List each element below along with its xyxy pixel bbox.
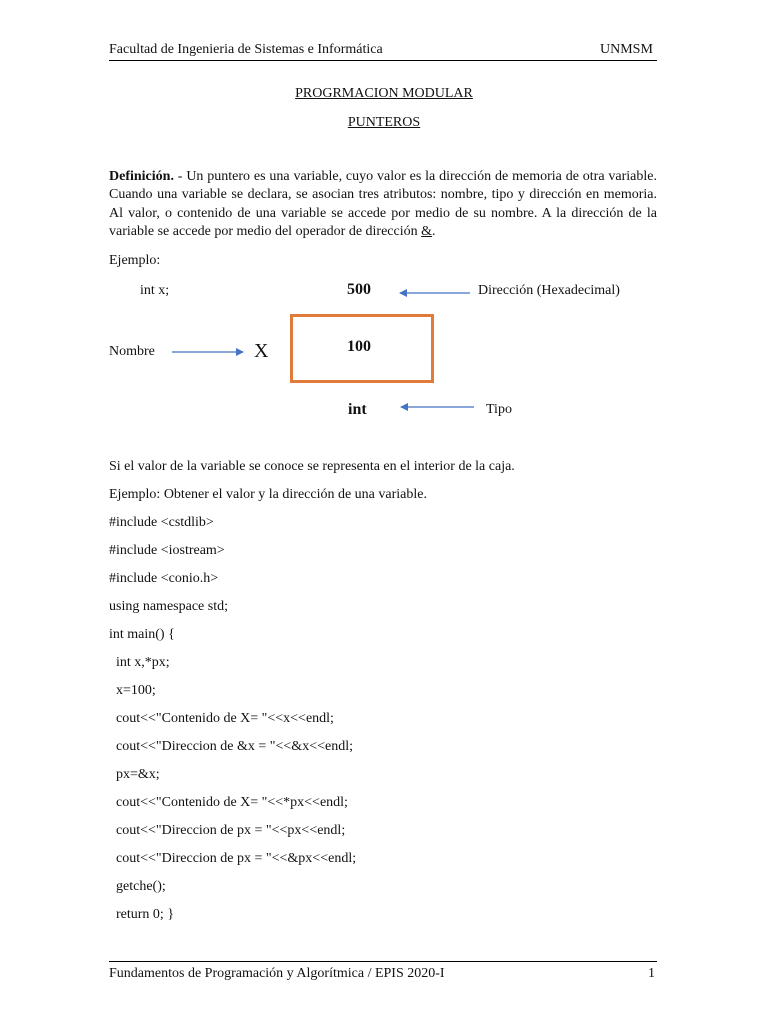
example-label: Ejemplo: xyxy=(109,253,161,268)
code-line: return 0; } xyxy=(109,907,175,922)
variable-name: X xyxy=(254,340,269,362)
page-number: 1 xyxy=(648,966,655,981)
code-line: using namespace std; xyxy=(109,599,228,614)
code-line: px=&x; xyxy=(109,767,160,782)
code-line: cout<<"Direccion de &x = "<<&x<<endl; xyxy=(109,739,353,754)
address-operator: & xyxy=(421,223,433,239)
footer-rule xyxy=(109,961,657,962)
code-line: cout<<"Direccion de px = "<<&px<<endl; xyxy=(109,851,357,866)
definition-end: . xyxy=(432,223,436,239)
note-text: Si el valor de la variable se conoce se representa en el interior de la caja. xyxy=(109,459,515,474)
header-right-text: UNMSM xyxy=(600,42,653,57)
code-line: getche(); xyxy=(109,879,166,894)
code-line: int x,*px; xyxy=(109,655,170,670)
type-label: Tipo xyxy=(486,402,512,417)
code-line: cout<<"Contenido de X= "<<*px<<endl; xyxy=(109,795,348,810)
code-line: cout<<"Contenido de X= "<<x<<endl; xyxy=(109,711,334,726)
type-value: int xyxy=(348,401,367,418)
code-line: #include <conio.h> xyxy=(109,571,219,586)
code-line: int main() { xyxy=(109,627,175,642)
code-line: x=100; xyxy=(109,683,156,698)
definition-text: - Un puntero es una variable, cuyo valor es la dirección de memoria de otra variable. Cuando una variable se declara, se asocian tres atributos: nombre, tipo y dirección en memoria. Al valor, o contenido de una variable se accede por medio de su nombre. A la dirección de la variable se accede por medio del operador de dirección xyxy=(109,169,657,239)
code-line: #include <cstdlib> xyxy=(109,515,214,530)
code-line: #include <iostream> xyxy=(109,543,225,558)
name-label: Nombre xyxy=(109,344,155,359)
example2-text: Ejemplo: Obtener el valor y la dirección de una variable. xyxy=(109,487,427,502)
page-title: PROGRMACION MODULAR xyxy=(295,86,473,101)
address-value: 500 xyxy=(347,281,371,298)
address-label: Dirección (Hexadecimal) xyxy=(478,283,620,298)
footer-left-text: Fundamentos de Programación y Algorítmica / EPIS 2020-I xyxy=(109,966,445,981)
page-subtitle: PUNTEROS xyxy=(347,115,421,130)
header-left-text: Facultad de Ingenieria de Sistemas e Informática xyxy=(109,42,383,57)
box-value: 100 xyxy=(347,338,371,355)
code-line: cout<<"Direccion de px = "<<px<<endl; xyxy=(109,823,346,838)
declaration-text: int x; xyxy=(140,283,170,298)
definition-label: Definición. xyxy=(109,169,174,184)
